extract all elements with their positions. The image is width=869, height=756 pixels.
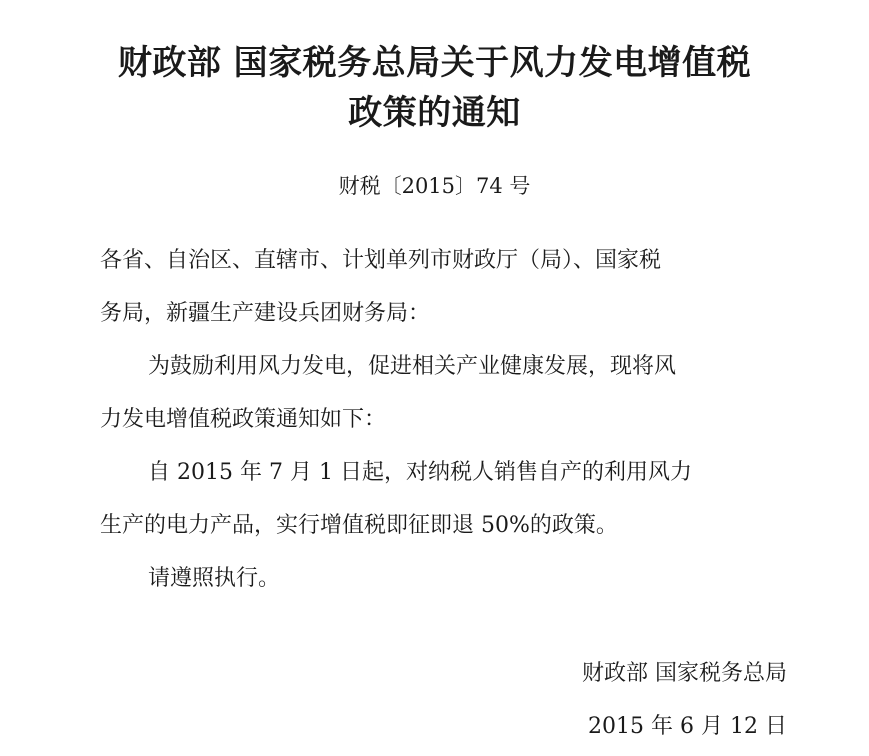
paragraph-1-line-2: 力发电增值税政策通知如下： — [100, 407, 387, 432]
paragraph-1-line-1: 为鼓励利用风力发电，促进相关产业健康发展，现将风 — [148, 354, 677, 379]
paragraph-2-line-1: 自 2015 年 7 月 1 日起，对纳税人销售自产的利用风力 — [148, 460, 692, 485]
document-title-line-1: 财政部 国家税务总局关于风力发电增值税 — [117, 43, 752, 83]
signature: 财政部 国家税务总局 — [582, 661, 787, 686]
document-title-line-2: 政策的通知 — [348, 93, 521, 133]
addressee-line-2: 务局，新疆生产建设兵团财务局： — [100, 301, 431, 326]
addressee-line-1: 各省、自治区、直辖市、计划单列市财政厅（局）、国家税 — [100, 248, 662, 273]
paragraph-2-line-2: 生产的电力产品，实行增值税即征即退 50%的政策。 — [100, 513, 618, 538]
document-number: 财税〔2015〕74 号 — [338, 174, 531, 198]
document-date: 2015 年 6 月 12 日 — [588, 714, 787, 739]
paragraph-3-line-1: 请遵照执行。 — [148, 566, 281, 591]
